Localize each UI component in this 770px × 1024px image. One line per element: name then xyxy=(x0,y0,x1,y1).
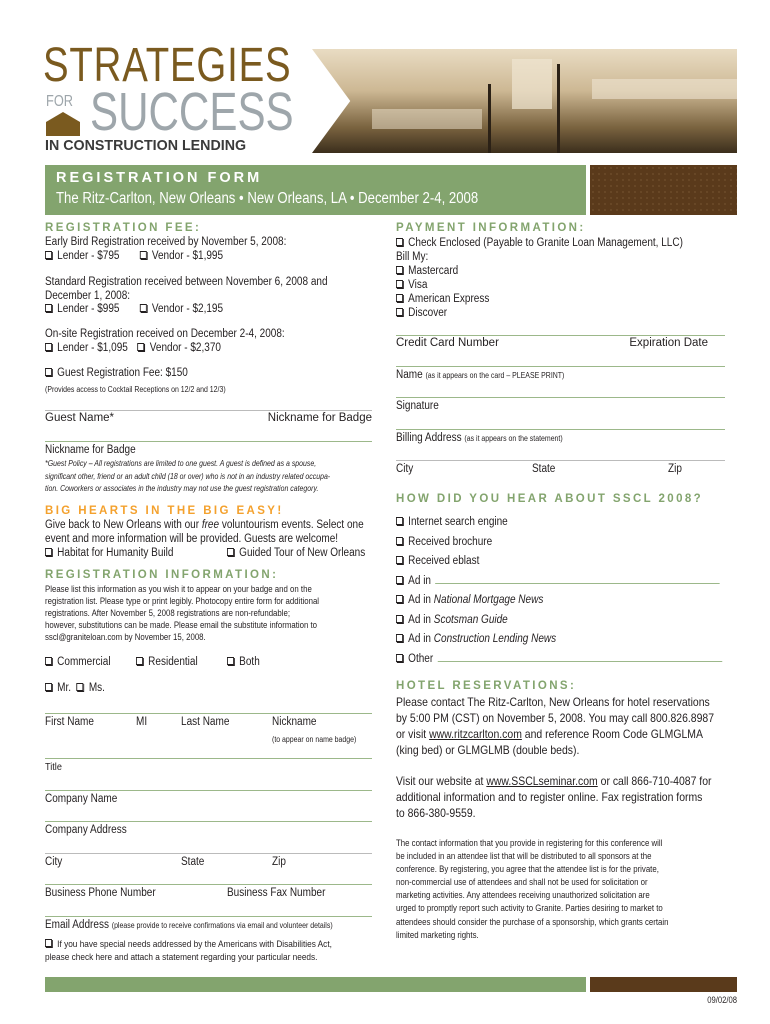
notice-line: limited marketing rights. xyxy=(396,929,479,940)
payment-heading: PAYMENT INFORMATION: xyxy=(396,222,586,234)
how-did-you-hear-heading: HOW DID YOU HEAR ABOUT SSCL 2008? xyxy=(396,493,704,505)
publication-cln: Construction Lending News xyxy=(433,633,557,645)
notice-line: be included in an attendee list that will be distributed to all sponsors at the xyxy=(396,851,652,862)
habitat-option xyxy=(45,547,173,561)
zip-label: Zip xyxy=(272,856,286,868)
website-line: Visit our website at xyxy=(396,774,487,788)
checkbox-onsite-vendor[interactable] xyxy=(138,343,145,351)
checkbox-check[interactable] xyxy=(396,238,403,246)
logo-success: SUCCESS xyxy=(90,82,294,142)
onsite-options xyxy=(45,342,221,356)
notice-line: urged to promptly report such activity to Granite. Parties desiring to market to xyxy=(396,903,663,914)
ad-in-input[interactable] xyxy=(435,583,719,584)
para-line: registrations. After November 5, 2008 registrations are non-refundable; xyxy=(45,608,291,618)
expiration-label: Expiration Date xyxy=(629,337,708,349)
business-fax-label: Business Fax Number xyxy=(227,887,326,899)
tour-label: Guided Tour of New Orleans xyxy=(239,547,366,559)
standard-options xyxy=(45,303,223,317)
standard-label-2: December 1, 2008: xyxy=(45,290,131,302)
both-label: Both xyxy=(239,656,260,668)
checkbox-mr[interactable] xyxy=(45,683,52,691)
guest-policy xyxy=(45,458,330,496)
billing-label xyxy=(396,432,563,446)
guest-name-label: Guest Name* xyxy=(45,412,115,424)
para-line: sscl@graniteloan.com by November 15, 2008. xyxy=(45,632,206,642)
checkbox-cln[interactable] xyxy=(396,634,403,642)
website-line: or call 866-710-4087 for xyxy=(597,774,712,788)
amex-label: American Express xyxy=(408,293,490,305)
hotel-courtyard-photo xyxy=(312,49,737,153)
big-hearts-text-1 xyxy=(45,519,364,533)
checkbox-discover[interactable] xyxy=(396,308,403,316)
cardholder-line[interactable] xyxy=(396,366,725,367)
standard-label-1: Standard Registration received between November 6, 2008 and xyxy=(45,276,328,288)
ad-label: Ad in xyxy=(408,613,434,626)
website-line: to 866-380-9559. xyxy=(396,806,476,820)
big-hearts-heading: BIG HEARTS IN THE BIG EASY! xyxy=(45,505,284,517)
notice-line: attendees should consider the purchase of a sponsorship, which grants certain xyxy=(396,916,669,927)
cc-line[interactable] xyxy=(396,335,725,336)
check-label: Check Enclosed (Payable to Granite Loan Management, LLC) xyxy=(408,237,683,249)
privacy-notice xyxy=(396,837,668,942)
billing-label-text: Billing Address xyxy=(396,432,462,444)
banner-accent xyxy=(590,165,737,215)
salutation-options xyxy=(45,682,105,696)
std-vendor-label: Vendor - $2,195 xyxy=(151,303,224,315)
hotel-line: or visit xyxy=(396,727,430,741)
checkbox-commercial[interactable] xyxy=(45,657,52,665)
mastercard-label: Mastercard xyxy=(408,265,459,277)
checkbox-std-vendor[interactable] xyxy=(140,304,147,312)
discover-label: Discover xyxy=(408,307,448,319)
guest-fee-option xyxy=(45,367,188,381)
billing-line[interactable] xyxy=(396,429,725,430)
checkbox-tour[interactable] xyxy=(227,548,234,556)
form-title: REGISTRATION FORM xyxy=(56,170,263,186)
eblast-label: Received eblast xyxy=(408,555,480,567)
email-label-text: Email Address xyxy=(45,919,109,931)
checkbox-mastercard[interactable] xyxy=(396,266,403,274)
first-name-label: First Name xyxy=(45,716,94,728)
guest-fee-label: Guest Registration Fee: $150 xyxy=(57,367,188,379)
bill-my-label: Bill My: xyxy=(396,251,429,263)
guest-name-line[interactable] xyxy=(45,410,372,411)
onsite-lender-label: Lender - $1,095 xyxy=(57,342,128,354)
website-line: additional information and to register online. Fax registration forms xyxy=(396,790,703,804)
footer-bar xyxy=(45,977,586,992)
signature-label: Signature xyxy=(396,400,439,412)
big-hearts-text-2: event and more information will be provided. Guests are welcome! xyxy=(45,533,339,545)
commercial-label: Commercial xyxy=(57,656,111,668)
registration-info-text xyxy=(45,583,319,643)
checkbox-brochure[interactable] xyxy=(396,537,403,545)
checkbox-early-vendor[interactable] xyxy=(140,251,147,259)
commercial-option xyxy=(45,656,111,670)
logo-for: FOR xyxy=(46,93,74,110)
onsite-label: On-site Registration received on December 2-4, 2008: xyxy=(45,328,285,340)
guest-name-labels xyxy=(45,412,372,426)
company-name-label: Company Name xyxy=(45,793,118,805)
notice-line: The contact information that you provide in registering for this conference will xyxy=(396,838,663,848)
cardholder-label xyxy=(396,369,564,383)
company-address-label: Company Address xyxy=(45,824,127,836)
event-subtitle: The Ritz-Carlton, New Orleans • New Orleans, LA • December 2-4, 2008 xyxy=(56,190,479,207)
name-note: (as it appears on the card – PLEASE PRINT) xyxy=(425,371,565,380)
billing-city-label: City xyxy=(396,463,414,475)
billing-state-label: State xyxy=(532,463,556,475)
guest-fee-note: (Provides access to Cocktail Receptions on 12/2 and 12/3) xyxy=(45,385,226,394)
residential-option xyxy=(136,656,198,670)
early-bird-options xyxy=(45,250,223,264)
hotel-line: Please contact The Ritz-Carlton, New Orleans for hotel reservations xyxy=(396,695,710,709)
checkbox-ad-in[interactable] xyxy=(396,576,403,584)
city-label: City xyxy=(45,856,63,868)
ad-label: Ad in xyxy=(408,633,434,645)
footer-accent xyxy=(590,977,737,992)
revision-date: 09/02/08 xyxy=(707,995,737,1005)
ad-in-label: Ad in xyxy=(408,574,431,587)
checkbox-both[interactable] xyxy=(227,657,234,665)
other-label: Other xyxy=(408,652,434,665)
ada-text-1: If you have special needs addressed by the Americans with Disabilities Act, xyxy=(57,939,332,950)
phone-line[interactable] xyxy=(45,884,372,885)
business-phone-label: Business Phone Number xyxy=(45,887,156,899)
logo-strategies: STRATEGIES xyxy=(43,39,292,92)
checkbox-visa[interactable] xyxy=(396,280,403,288)
notice-line: non-commercial use of attendees and shall not be used for solicitation or xyxy=(396,877,648,888)
notice-line: conference. By registering, you agree that the attendee list is for the private, xyxy=(396,864,659,875)
ritzcarlton-link[interactable]: www.ritzcarlton.com xyxy=(429,727,522,741)
title-label: Title xyxy=(45,761,62,773)
notice-line: marketing activities. Any attendees receiving unauthorized solicitation are xyxy=(396,890,650,901)
name-label: Name xyxy=(396,369,423,381)
signature-line[interactable] xyxy=(396,397,725,398)
checkbox-internet[interactable] xyxy=(396,517,403,525)
registration-info-heading: REGISTRATION INFORMATION: xyxy=(45,569,279,581)
para-line: Please list this information as you wish it to appear on your badge and on the xyxy=(45,584,312,594)
cc-number-label: Credit Card Number xyxy=(396,337,499,349)
ada-option xyxy=(45,938,332,964)
checkbox-residential[interactable] xyxy=(136,657,143,665)
policy-line: significant other, friend or an adult child (18 or over) who is not in an industry related occupa- xyxy=(45,471,331,481)
both-option xyxy=(227,656,260,670)
city-line[interactable] xyxy=(45,853,372,854)
nickname-badge-label: Nickname for Badge xyxy=(45,444,136,456)
hotel-line: (king bed) or GLMGLMB (double beds). xyxy=(396,743,580,757)
para-line: however, substitutions can be made. Please email the substitute information to xyxy=(45,620,318,630)
website-text xyxy=(396,773,711,821)
title-line[interactable] xyxy=(45,758,372,759)
guest-nickname-label: Nickname for Badge xyxy=(267,412,372,424)
email-label xyxy=(45,919,333,933)
nickname-note: (to appear on name badge) xyxy=(272,735,357,744)
logo-tagline: IN CONSTRUCTION LENDING xyxy=(45,137,247,154)
onsite-vendor-label: Vendor - $2,370 xyxy=(149,342,221,354)
address-line[interactable] xyxy=(45,821,372,822)
visa-label: Visa xyxy=(408,279,428,291)
checkbox-std-lender[interactable] xyxy=(45,304,52,312)
registration-fee-heading: REGISTRATION FEE: xyxy=(45,222,202,234)
checkbox-amex[interactable] xyxy=(396,294,403,302)
hear-options xyxy=(396,513,727,669)
tour-option xyxy=(227,547,365,561)
checkbox-guest-fee[interactable] xyxy=(45,368,52,376)
residential-label: Residential xyxy=(148,656,198,668)
guest-nickname-line[interactable] xyxy=(45,441,372,442)
house-icon xyxy=(46,112,80,136)
early-lender-label: Lender - $795 xyxy=(57,250,120,262)
para-line: registration list. Please type or print legibly. Photocopy entire form for additional xyxy=(45,596,320,606)
brochure-label: Received brochure xyxy=(408,535,493,548)
text-emphasis: free xyxy=(201,519,220,531)
text: voluntourism events. Select one xyxy=(219,519,364,531)
mi-label: MI xyxy=(136,716,148,728)
checkbox-onsite-lender[interactable] xyxy=(45,343,52,351)
company-line[interactable] xyxy=(45,790,372,791)
payment-options xyxy=(396,236,683,320)
policy-line: tion. Coworkers or associates in the industry may not use the guest registration category. xyxy=(45,484,319,493)
publication-nmn: National Mortgage News xyxy=(433,594,544,606)
early-vendor-label: Vendor - $1,995 xyxy=(151,250,224,262)
checkbox-early-lender[interactable] xyxy=(45,251,52,259)
state-label: State xyxy=(181,856,205,868)
hotel-heading: HOTEL RESERVATIONS: xyxy=(396,680,577,692)
policy-line: *Guest Policy – All registrations are limited to one guest. A guest is defined as a spouse, xyxy=(45,459,317,468)
checkbox-ms[interactable] xyxy=(77,683,84,691)
cc-labels xyxy=(396,337,708,351)
name-line[interactable] xyxy=(45,713,372,714)
hotel-line: and reference Room Code GLMGLMA xyxy=(521,727,703,741)
mr-label: Mr. xyxy=(57,682,72,694)
text: Give back to New Orleans with our xyxy=(45,519,202,531)
email-note: (please provide to receive confirmations via email and volunteer details) xyxy=(111,921,333,930)
billing-zip-label: Zip xyxy=(668,463,682,475)
publication-scotsman: Scotsman Guide xyxy=(433,613,508,626)
last-name-label: Last Name xyxy=(181,716,230,728)
billing-note: (as it appears on the statement) xyxy=(464,434,563,443)
ms-label: Ms. xyxy=(88,682,105,694)
billing-city-line[interactable] xyxy=(396,460,725,461)
early-bird-label: Early Bird Registration received by November 5, 2008: xyxy=(45,236,287,248)
hotel-text xyxy=(396,694,714,758)
email-line[interactable] xyxy=(45,916,372,917)
checkbox-nmn[interactable] xyxy=(396,595,403,603)
ada-text-2: please check here and attach a statement regarding your particular needs. xyxy=(45,952,318,963)
checkbox-habitat[interactable] xyxy=(45,548,52,556)
hotel-line: by 5:00 PM (CST) on November 5, 2008. You may call 800.826.8987 xyxy=(396,711,715,725)
habitat-label: Habitat for Humanity Build xyxy=(57,547,174,559)
other-input[interactable] xyxy=(438,661,722,662)
checkbox-scotsman[interactable] xyxy=(396,615,403,623)
internet-label: Internet search engine xyxy=(408,516,508,528)
checkbox-eblast[interactable] xyxy=(396,556,403,564)
checkbox-other[interactable] xyxy=(396,654,403,662)
ad-label: Ad in xyxy=(408,594,434,606)
checkbox-ada[interactable] xyxy=(45,939,52,947)
std-lender-label: Lender - $995 xyxy=(57,303,120,315)
sscl-website-link[interactable]: www.SSCLseminar.com xyxy=(486,774,598,788)
nickname-label: Nickname xyxy=(272,716,317,728)
